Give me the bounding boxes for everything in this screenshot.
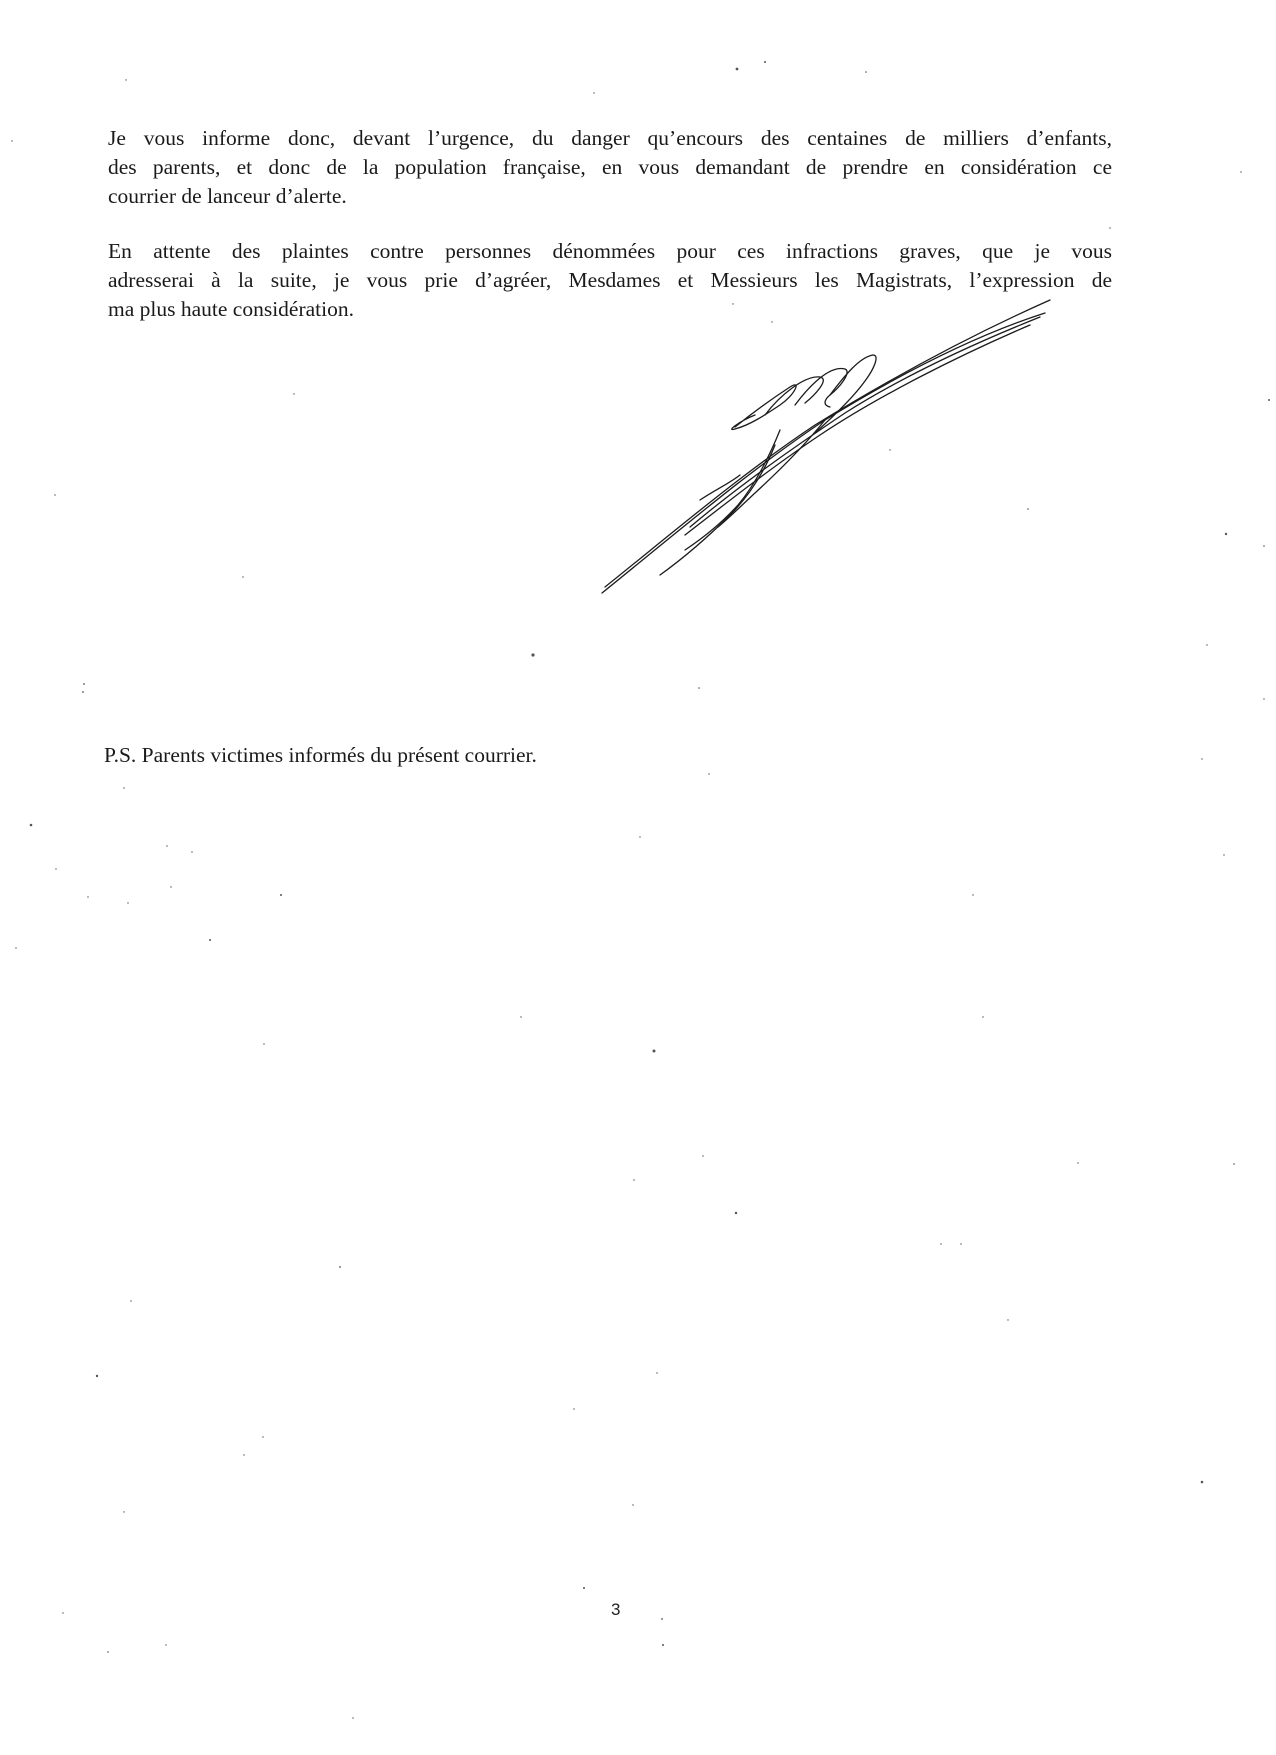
signature-stroke xyxy=(732,385,796,430)
paragraph-line: Je vous informe donc, devant l’urgence, du danger qu’encours des centaines de milliers d’enfants, xyxy=(108,126,1112,150)
handwritten-signature xyxy=(590,295,1060,605)
page-number: 3 xyxy=(611,1600,621,1619)
signature-stroke xyxy=(685,430,780,550)
signature-stroke xyxy=(605,300,1050,587)
paragraph-line: ma plus haute considération. xyxy=(108,297,354,321)
signature-stroke xyxy=(795,368,847,407)
signature-stroke xyxy=(700,475,740,500)
paragraph-line: des parents, et donc de la population française, en vous demandant de prendre en considération ce xyxy=(108,155,1112,179)
signature-stroke xyxy=(685,325,1030,535)
paragraph-line: adresserai à la suite, je vous prie d’agréer, Mesdames et Messieurs les Magistrats, l’expression de xyxy=(108,268,1112,292)
paragraph-line: En attente des plaintes contre personnes dénommées pour ces infractions graves, que je vous xyxy=(108,239,1112,263)
body-paragraph-urgency xyxy=(108,124,1112,211)
signature-stroke xyxy=(690,317,1040,527)
signature-stroke xyxy=(602,313,1045,593)
paragraph-line: courrier de lanceur d’alerte. xyxy=(108,184,347,208)
postscript-note: P.S. Parents victimes informés du présent courrier. xyxy=(104,743,537,767)
